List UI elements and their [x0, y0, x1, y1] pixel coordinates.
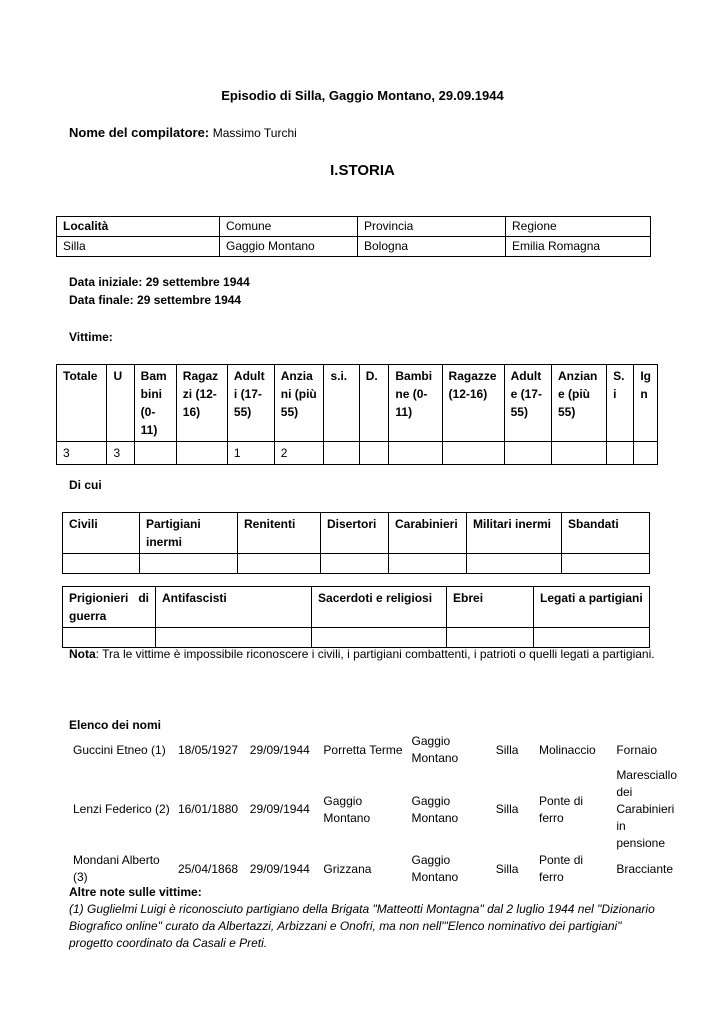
compiler-name: Massimo Turchi [212, 126, 297, 140]
header-line: i (17- [233, 387, 262, 401]
table-cell [321, 554, 389, 574]
table-cell [134, 442, 176, 465]
header-line: D. [365, 369, 378, 383]
section-title: I.STORIA [330, 162, 395, 179]
table-header-cell [634, 365, 658, 442]
table-header-cell: Regione [506, 217, 651, 237]
table-header-cell [389, 365, 442, 442]
nota-paragraph [69, 645, 656, 663]
table-row [57, 217, 651, 237]
name-cell: Guccini Etneo (1) [73, 742, 166, 757]
header-line: 55) [233, 405, 252, 419]
header-line: 55) [510, 405, 528, 419]
date-start: Data iniziale: 29 settembre 1944 [69, 275, 250, 289]
location-table [56, 216, 651, 257]
table-cell [467, 554, 562, 574]
header-line: Anzian [558, 369, 598, 383]
table-cell [442, 442, 504, 465]
header-line: Adult [233, 369, 265, 383]
table-header-cell: Sacerdoti e religiosi [312, 587, 447, 628]
table-cell: Bologna [358, 237, 506, 257]
categories-table-2 [62, 586, 650, 648]
table-row [69, 733, 681, 767]
born-cell: 25/04/1868 [178, 861, 239, 876]
header-line: S. [613, 369, 625, 383]
header-line: e (17- [510, 387, 542, 401]
role-cell: Fornaio [616, 742, 657, 757]
birthplace-cell: Gaggio Montano [323, 793, 371, 825]
table-cell: 3 [107, 442, 134, 465]
victims-table [56, 364, 658, 465]
header-line: (12-16) [448, 387, 488, 401]
comune-cell: Gaggio Montano [411, 734, 459, 765]
place-cell: Ponte di ferro [539, 793, 584, 825]
table-header-cell: Ebrei [447, 587, 534, 628]
header-line: n [640, 387, 648, 401]
di-cui-label: Di cui [69, 478, 102, 492]
header-line: Adult [510, 369, 542, 383]
table-cell: Gaggio Montano [220, 237, 358, 257]
header-text: Partigiani inermi [146, 517, 201, 549]
table-row [69, 852, 681, 886]
table-cell [552, 442, 607, 465]
header-line: Ragaz [182, 369, 219, 383]
other-notes-label: Altre note sulle vittime: [69, 885, 202, 899]
table-header-cell: Militari inermi [467, 513, 562, 554]
header-line: s.i. [330, 369, 348, 383]
table-header-cell [227, 365, 274, 442]
victims-label: Vittime: [69, 330, 113, 344]
nota-label: Nota [69, 647, 96, 661]
table-header-cell: Renitenti [238, 513, 321, 554]
table-header-cell [552, 365, 607, 442]
header-line: ni (più [280, 387, 317, 401]
header-line: i [613, 387, 617, 401]
table-cell [238, 554, 321, 574]
table-row [63, 513, 650, 554]
table-header-cell: Antifascisti [156, 587, 312, 628]
table-row [57, 442, 658, 465]
birthplace-cell: Porretta Terme [323, 742, 403, 757]
died-cell: 29/09/1944 [249, 802, 310, 816]
table-cell [562, 554, 650, 574]
place-cell: Molinaccio [539, 742, 596, 757]
names-table [69, 733, 681, 886]
document-title: Episodio di Silla, Gaggio Montano, 29.09.1944 [221, 88, 504, 103]
table-cell: 1 [227, 442, 274, 465]
table-cell [176, 442, 227, 465]
header-line: zi (12- [182, 387, 217, 401]
header-line: e (più [558, 387, 590, 401]
table-header-cell [442, 365, 504, 442]
header-line: Bambi [395, 369, 433, 383]
table-row [57, 237, 651, 257]
place-cell: Ponte di ferro [539, 853, 584, 884]
compiler-line [69, 125, 297, 140]
header-line: Ragazze [448, 369, 497, 383]
header-line: (0- [140, 405, 156, 419]
comune-cell: Gaggio Montano [411, 793, 459, 825]
table-header-cell [134, 365, 176, 442]
table-header-cell [607, 365, 634, 442]
table-cell [634, 442, 658, 465]
name-cell: Lenzi Federico (2) [73, 802, 170, 816]
header-line: Totale [63, 369, 98, 383]
header-line: 55) [280, 405, 299, 419]
table-cell [389, 442, 442, 465]
table-header-cell: Provincia [358, 217, 506, 237]
table-header-cell: Comune [220, 217, 358, 237]
table-header-cell [359, 365, 389, 442]
born-cell: 16/01/1880 [178, 802, 239, 816]
table-cell: 3 [57, 442, 107, 465]
header-line: ne (0- [395, 387, 428, 401]
header-text: Prigionieri di guerra [69, 591, 150, 623]
table-cell [324, 442, 359, 465]
categories-table-1 [62, 512, 650, 574]
table-header-cell [63, 587, 156, 628]
table-header-cell: Legati a partigiani [534, 587, 650, 628]
comune-cell: Gaggio Montano [411, 853, 459, 884]
table-header-cell [57, 365, 107, 442]
table-header-cell: Civili [63, 513, 140, 554]
role-cell: Maresciallo dei Carabinieri in pensione [616, 768, 677, 850]
table-header-cell [176, 365, 227, 442]
table-header-cell [324, 365, 359, 442]
localita-cell: Silla [495, 861, 519, 876]
header-line: bini [140, 387, 162, 401]
table-cell: 2 [274, 442, 324, 465]
header-line: Ig [640, 369, 651, 383]
header-line: Anzia [280, 369, 313, 383]
header-line: U [113, 369, 123, 383]
header-line: 11) [395, 405, 413, 419]
table-cell [359, 442, 389, 465]
date-end: Data finale: 29 settembre 1944 [69, 293, 242, 307]
table-cell: Silla [57, 237, 220, 257]
localita-cell: Silla [495, 742, 519, 757]
table-row [63, 554, 650, 574]
header-line: Bam [140, 369, 167, 383]
table-cell [389, 554, 467, 574]
localita-cell: Silla [495, 802, 519, 816]
table-header-cell: Disertori [321, 513, 389, 554]
table-row [69, 767, 681, 852]
header-line: 16) [182, 405, 201, 419]
name-cell: Mondani Alberto (3) [73, 853, 160, 884]
header-line: 11) [140, 423, 158, 437]
table-cell: Emilia Romagna [506, 237, 651, 257]
table-row [63, 587, 650, 628]
died-cell: 29/09/1944 [249, 861, 310, 876]
table-header-cell [504, 365, 551, 442]
table-header-cell [107, 365, 134, 442]
table-header-cell: Carabinieri [389, 513, 467, 554]
table-header-cell: Sbandati [562, 513, 650, 554]
names-label: Elenco dei nomi [69, 718, 162, 732]
other-notes-text: (1) Guglielmi Luigi è riconosciuto partigiano della Brigata "Matteotti Montagna" dal 2 luglio 1944 nel "Dizionario Biografico online" curato da Albertazzi, Arbizzani e Onofri, ma non nell'"Elenco nominativo dei partigiani" progetto coordinato da Casali e Preti. [69, 902, 655, 950]
role-cell: Bracciante [616, 861, 674, 876]
birthplace-cell: Grizzana [323, 861, 372, 876]
table-header-cell: Località [57, 217, 220, 237]
header-line: 55) [558, 405, 576, 419]
table-cell [607, 442, 634, 465]
died-cell: 29/09/1944 [249, 742, 310, 757]
table-header-cell [274, 365, 324, 442]
table-cell [140, 554, 238, 574]
born-cell: 18/05/1927 [178, 742, 239, 757]
table-header-cell [140, 513, 238, 554]
compiler-label: Nome del compilatore: [69, 125, 210, 140]
nota-text: : Tra le vittime è impossibile riconoscere i civili, i partigiani combattenti, i patrioti o quelli legati a partigiani. [95, 647, 655, 661]
table-cell [63, 554, 140, 574]
table-cell [504, 442, 551, 465]
table-row [57, 365, 658, 442]
